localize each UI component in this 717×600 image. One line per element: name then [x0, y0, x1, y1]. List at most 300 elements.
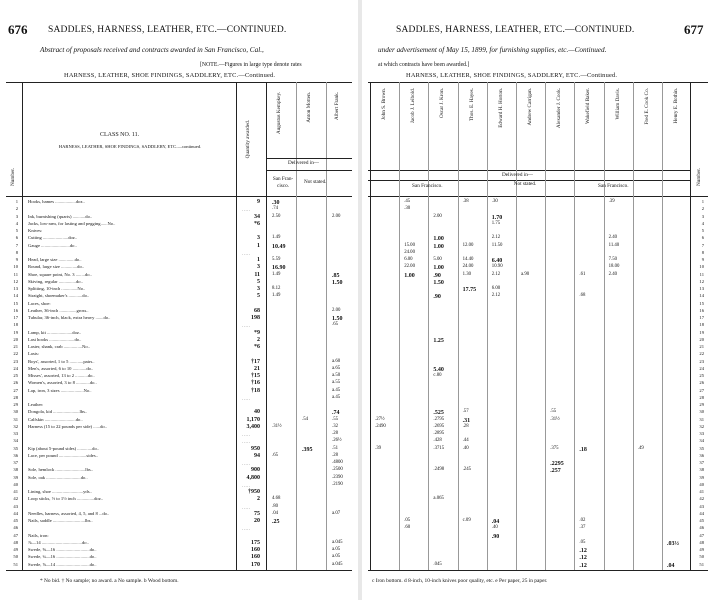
row-number: 11: [699, 271, 704, 277]
bidder-name: Andrew Carrigan.: [527, 88, 533, 126]
item-description: Knives:: [28, 228, 43, 233]
leader-dots: .....: [242, 526, 251, 532]
bid-value: .30: [404, 206, 411, 212]
leader-dots: .....: [242, 250, 251, 256]
row-number: 26: [13, 380, 18, 386]
bid-value: .90: [433, 294, 441, 301]
row-number: 20: [699, 336, 704, 342]
right-col-divider: [428, 82, 429, 570]
bid-value: 1.30: [462, 271, 471, 277]
bid-kempkey: .25: [272, 519, 280, 525]
item-description: Hooks, hames ..................doz..: [28, 199, 85, 204]
row-number: 18: [699, 322, 704, 328]
row-number: 51: [699, 561, 704, 567]
right-table-top-rule: [368, 82, 708, 83]
quantity-awarded: 5: [257, 293, 260, 300]
right-delivery-san-francisco-2: San Francisco.: [598, 183, 629, 189]
bid-value: .2895: [433, 431, 445, 436]
bid-value: .2490: [375, 423, 386, 429]
row-number: 4: [15, 220, 18, 226]
bid-frank: a.045: [332, 561, 343, 567]
row-number: 13: [699, 286, 704, 291]
row-number: 28: [13, 394, 18, 400]
quantity-awarded: 170: [251, 561, 260, 568]
item-description: Round, large size ..............do..: [28, 264, 85, 270]
bidder-name: Oscar J. Kron.: [439, 88, 446, 118]
leader-dots: .....: [242, 439, 251, 445]
quantity-awarded: 34: [254, 213, 260, 220]
row-number: 11: [13, 271, 18, 277]
left-delivered-rule: [266, 170, 352, 171]
row-number: 17: [699, 315, 704, 320]
quantity-awarded: 21: [254, 365, 260, 372]
row-number: 32: [13, 423, 18, 429]
row-number: 14: [13, 293, 18, 299]
bid-value: 18.00: [608, 264, 620, 270]
right-col-divider: [690, 82, 691, 570]
right-delivery-san-francisco-1: San Francisco.: [412, 183, 443, 189]
row-number: 42: [699, 496, 704, 502]
bid-kempkey: 4.68: [272, 496, 281, 502]
item-description: Dongola, kid .......................lbs..: [28, 409, 88, 415]
row-number: 31: [699, 416, 704, 422]
bid-frank: 1.50: [332, 316, 343, 322]
row-number: 46: [699, 525, 704, 531]
row-number: 2: [701, 206, 704, 212]
bid-value: .90: [433, 272, 441, 279]
item-description: Sole, hemlock ..........................lbs..: [28, 467, 93, 473]
bid-frank: 1.50: [332, 279, 343, 286]
item-description: ⅞—14 ...................................do..: [28, 539, 89, 545]
bid-frank: a.05: [332, 547, 341, 552]
bid-kempkey: .04: [272, 510, 278, 516]
right-col-divider: [399, 82, 400, 570]
left-table-head-rule: [6, 196, 352, 197]
left-running-title: SADDLES, HARNESS, LEATHER, ETC.—CONTINUED.: [48, 25, 287, 35]
quantity-awarded: 950: [251, 445, 260, 452]
quantity-awarded: †16: [251, 380, 260, 387]
quantity-awarded: 3,400: [246, 423, 260, 430]
leader-dots: .....: [242, 432, 251, 437]
row-number: 48: [699, 539, 704, 545]
row-number: 36: [13, 452, 18, 458]
right-section-title: HARNESS, LEATHER, SHOE FINDINGS, SADDLERY, ETC.—Continued.: [406, 72, 618, 79]
class-title: CLASS NO. 11.: [100, 132, 140, 138]
bid-value: 2.40: [608, 271, 617, 277]
class-subtitle: HARNESS, LEATHER, SHOE FINDINGS, SADDLERY, ETC.—continued.: [58, 144, 202, 149]
bid-frank: .26½: [332, 438, 342, 444]
quantity-awarded: 11: [254, 271, 260, 278]
bid-value: .38: [462, 199, 469, 204]
bid-value: 17.75: [462, 287, 477, 293]
bid-value: .3715: [433, 445, 445, 451]
row-number: 8: [15, 249, 18, 255]
leader-dots: .....: [242, 482, 251, 488]
row-number: 13: [13, 286, 18, 291]
row-number: 4: [701, 220, 704, 226]
row-number: 33: [13, 431, 18, 436]
bid-value: a.065: [433, 496, 444, 502]
row-number: 10: [699, 264, 704, 270]
leader-dots: .....: [242, 504, 251, 510]
bid-value: 24.00: [404, 249, 415, 255]
bid-value: .12: [579, 548, 587, 554]
item-description: Sole, oak ..............................do..: [28, 474, 88, 480]
right-delivery-not-stated: Not stated.: [513, 181, 537, 187]
bid-value: .44: [462, 438, 469, 444]
bid-frank: a.65: [332, 365, 341, 371]
quantity-header: Quantity awarded.: [245, 120, 251, 159]
bid-value: 14.40: [462, 257, 474, 262]
row-number: 16: [13, 307, 18, 313]
bid-value: 11.50: [491, 242, 503, 248]
row-number: 3: [701, 213, 704, 219]
right-col-divider: [516, 82, 517, 570]
quantity-awarded: †18: [251, 387, 260, 394]
item-description: Head, large size ..............do..: [28, 257, 82, 262]
row-number: 37: [699, 460, 704, 465]
bid-value: 1.50: [433, 279, 444, 286]
bid-value: .428: [433, 438, 442, 444]
bid-value: .90: [491, 533, 500, 540]
right-col-divider: [662, 82, 663, 570]
row-number: 12: [699, 278, 704, 284]
bid-kempkey: 1.49: [272, 271, 281, 277]
bid-kempkey: 8.12: [272, 286, 281, 291]
row-number: 42: [13, 496, 18, 502]
left-col-divider: [326, 82, 327, 570]
row-number: 45: [13, 518, 18, 523]
row-number: 33: [699, 431, 704, 436]
bid-value: 1.00: [404, 272, 415, 279]
bid-value: .39: [608, 199, 615, 204]
row-number: 10: [13, 264, 18, 270]
left-table-bottom-rule: [6, 570, 352, 571]
row-number: 34: [699, 438, 704, 444]
bid-frank: .74: [332, 410, 340, 417]
right-table-head-rule: [368, 196, 708, 197]
quantity-awarded: †950: [248, 489, 260, 495]
item-description: Nails, saddle ............................lbs..: [28, 518, 93, 523]
right-col-divider: [633, 82, 634, 570]
row-number: 7: [15, 242, 18, 248]
bid-value: .245: [462, 467, 471, 473]
item-description: Straight, shoemaker's ............do..: [28, 293, 90, 299]
row-number: 9: [15, 257, 18, 262]
row-number: 15: [699, 300, 704, 306]
bid-value: 2.40: [608, 235, 617, 241]
bidder-name: Alexander J. Cook.: [556, 88, 563, 129]
right-col-divider: [574, 82, 575, 570]
row-number: 6: [701, 235, 704, 241]
right-col-divider: [604, 82, 605, 570]
quantity-awarded: 3: [257, 264, 260, 271]
bid-value: .04: [491, 519, 500, 525]
bid-value: c.09: [462, 518, 471, 523]
row-number: 19: [699, 329, 704, 335]
quantity-awarded: 160: [251, 547, 260, 553]
item-description: Misses', assorted, 13 to 2 ...........do..: [28, 373, 95, 378]
bidder-anton-motten: Anton Motten.: [306, 92, 312, 123]
item-description: Leather, 36-inch ...............gross..: [28, 307, 89, 313]
row-number: 41: [699, 489, 704, 494]
bid-frank: a.50: [332, 373, 341, 378]
left-table-top-rule: [6, 82, 352, 83]
row-number: 40: [699, 481, 704, 487]
row-number: 51: [13, 561, 18, 567]
item-description: Leather:: [28, 402, 44, 407]
bid-value: .2295: [550, 461, 564, 467]
bid-value: 10.90: [491, 264, 503, 270]
bid-kempkey: .30: [272, 200, 280, 206]
bid-value: 1.25: [433, 337, 444, 344]
row-number: 31: [13, 416, 18, 422]
bid-value: .60: [404, 525, 411, 531]
bid-value: .39: [375, 445, 381, 451]
bid-value: .12: [579, 555, 587, 562]
row-number: 35: [13, 445, 18, 451]
bid-value: .2795: [433, 416, 445, 422]
bid-value: 7.50: [608, 257, 617, 262]
quantity-awarded: 40: [254, 409, 260, 416]
item-description: Lining, shoe ...........................yds..: [28, 489, 92, 494]
bid-value: 2.12: [491, 235, 501, 241]
item-description: Nails, iron:: [28, 532, 49, 538]
row-number: 14: [699, 293, 704, 299]
row-number: 23: [13, 358, 18, 364]
bid-value: 1.00: [433, 236, 444, 243]
right-number-header: Number.: [696, 168, 702, 187]
bid-value: 12.00: [462, 242, 474, 248]
quantity-awarded: 198: [251, 315, 260, 321]
row-number: 47: [699, 532, 704, 538]
bid-value: .2498: [433, 467, 445, 473]
right-col-divider: [545, 82, 546, 570]
left-page: [0, 0, 358, 600]
item-description: Jacks, low-arm, for lasting and pegging......No..: [28, 220, 116, 226]
row-number: 17: [13, 315, 18, 320]
row-number: 8: [701, 249, 704, 255]
row-number: 50: [699, 554, 704, 560]
right-delivered-in: Delivered in—: [502, 172, 533, 178]
bidder-name: Wakefield Baker.: [585, 88, 592, 124]
right-page-number: 677: [684, 22, 704, 37]
bid-value: c.80: [433, 373, 442, 378]
row-number: 18: [13, 322, 18, 328]
row-number: 47: [13, 532, 18, 538]
row-number: 21: [13, 344, 18, 349]
row-number: 32: [699, 423, 704, 429]
bid-value: .57: [462, 409, 469, 415]
leader-dots: .....: [242, 395, 251, 401]
row-number: 25: [13, 373, 18, 378]
right-col-divider: [458, 82, 459, 570]
item-description: Last hooks ......................do..: [28, 336, 82, 342]
left-delivered-in: Delivered in—: [288, 160, 319, 166]
quantity-awarded: 3: [257, 235, 260, 242]
bid-kempkey: 2.50: [272, 213, 281, 219]
row-number: 1: [701, 199, 704, 204]
bid-frank: 2.00: [332, 307, 341, 313]
row-number: 25: [699, 373, 704, 378]
row-number: 3: [15, 213, 18, 219]
bid-frank: a.45: [332, 387, 341, 393]
row-number: 20: [13, 336, 18, 342]
leader-dots: .....: [242, 461, 251, 466]
row-number: 49: [699, 547, 704, 552]
item-description: Swede, ⅞—14 .............................do..: [28, 561, 97, 567]
row-number: 45: [699, 518, 704, 523]
bid-value: 5.00: [433, 257, 442, 262]
bid-frank: .51: [332, 445, 338, 451]
left-page-number: 676: [8, 22, 28, 37]
row-number: 29: [13, 402, 18, 407]
bid-kempkey: 5.59: [272, 257, 281, 262]
bidder-name: Edward H. Horton.: [497, 88, 504, 128]
row-number: 2: [15, 206, 18, 212]
bidder-name: Jacob J. Leibold.: [410, 88, 417, 124]
row-number: 21: [699, 344, 704, 349]
bid-value: 2.00: [433, 213, 442, 219]
item-description: Lap, iron, 3 sizes ....................No..: [28, 387, 92, 393]
row-number: 12: [13, 278, 18, 284]
bid-value: .40: [462, 445, 469, 451]
item-description: Swede, ⅝—16 .............................do..: [28, 547, 97, 552]
row-number: 15: [13, 300, 18, 306]
item-description: Loop sticks, ½ to 1½ inch ...............doz..: [28, 496, 104, 502]
item-description: Shoe, square point, No. 3 ........do..: [28, 271, 92, 277]
row-number: 5: [701, 228, 704, 233]
item-description: Skiving, regular ...............do..: [28, 278, 83, 284]
bid-frank: .28: [332, 452, 338, 458]
row-number: 22: [13, 351, 18, 357]
left-col-divider: [266, 82, 267, 570]
row-number: 39: [699, 474, 704, 480]
row-number: 44: [13, 510, 18, 516]
bid-value: .045: [433, 561, 442, 567]
row-number: 9: [701, 257, 704, 262]
row-number: 24: [699, 365, 704, 371]
bid-frank: .32: [332, 423, 338, 429]
item-description: Splitting, 10-inch ..............No..: [28, 286, 86, 291]
bid-frank: .2390: [332, 474, 343, 480]
bid-frank: a.07: [332, 510, 341, 516]
bid-kempkey: 16.90: [272, 265, 286, 272]
bid-kempkey: .31½: [272, 423, 282, 429]
bid-value: .03½: [667, 540, 679, 547]
row-number: 27: [13, 387, 18, 393]
row-number: 34: [13, 438, 18, 444]
bid-value: 2.12: [491, 293, 501, 299]
leader-dots: .....: [242, 207, 251, 213]
item-description: Men's, assorted, 6 to 10 ............do..: [28, 365, 94, 371]
item-description: Harness (15 to 22 pounds per side) ......do..: [28, 423, 107, 429]
item-description: Boys', assorted, 1 to 5 ............pairs..: [28, 358, 95, 364]
item-description: Swede, ¾—16 .............................do..: [28, 554, 97, 560]
bid-frank: .28: [332, 431, 338, 436]
quantity-awarded: 94: [254, 452, 260, 459]
row-number: 28: [699, 394, 704, 400]
row-number: 38: [13, 467, 18, 473]
bid-frank: a.045: [332, 539, 343, 545]
bid-value: .27½: [375, 416, 385, 422]
row-number: 7: [701, 242, 704, 248]
quantity-awarded: 20: [254, 518, 260, 524]
quantity-awarded: 75: [254, 510, 260, 517]
bid-value: 6.00: [491, 286, 501, 291]
item-description: Calfskin ...........................do..: [28, 416, 83, 422]
delivery-not-stated: Not stated.: [304, 179, 327, 185]
row-number: 6: [15, 235, 18, 241]
bid-kempkey: 1.49: [272, 293, 281, 299]
bid-frank: a.55: [332, 380, 341, 386]
bid-value: 6.00: [404, 257, 413, 262]
left-number-header: Number.: [10, 168, 16, 187]
bid-value: .61: [579, 271, 586, 277]
bid-value: 1.00: [433, 243, 444, 250]
quantity-awarded: *6: [254, 220, 260, 227]
quantity-awarded: 175: [251, 539, 260, 546]
quantity-awarded: 68: [254, 307, 260, 314]
bid-value: .257: [550, 468, 561, 475]
item-description: Laster, shank, crab ................No..: [28, 344, 90, 349]
row-number: 43: [13, 503, 18, 509]
bidder-name: William Davis.: [614, 88, 621, 120]
delivery-san-francisco: San Fran-cisco.: [272, 176, 294, 189]
bid-value: .45: [404, 199, 411, 204]
row-number: 36: [699, 452, 704, 458]
bid-motten: .395: [302, 446, 313, 453]
bid-value: .31: [462, 417, 471, 424]
row-number: 26: [699, 380, 704, 386]
left-delivered-rule: [266, 158, 352, 159]
item-description: Kip (about 5-pound sides) .............do..: [28, 445, 100, 451]
bid-value: .49: [637, 445, 644, 451]
bid-kempkey: 1.49: [272, 235, 281, 241]
row-number: 39: [13, 474, 18, 480]
bidder-augustus-kempkey: Augustus Kempkey.: [276, 92, 282, 135]
row-number: 48: [13, 539, 18, 545]
left-col-divider: [296, 82, 297, 570]
bid-value: .02: [579, 518, 586, 523]
left-col-divider: [22, 82, 23, 570]
quantity-awarded: 2: [257, 336, 260, 343]
row-number: 16: [699, 307, 704, 313]
left-section-title: HARNESS, LEATHER, SHOE FINDINGS, SADDLERY, ETC.—Continued.: [64, 72, 276, 79]
row-number: 30: [699, 409, 704, 415]
bidder-name: Henry E. Bothin.: [673, 88, 679, 124]
bidder-name: John S. Brown.: [381, 88, 387, 120]
bid-value: 1.00: [433, 265, 444, 272]
bidder-albert-frank: Albert Frank.: [334, 92, 340, 120]
bid-kempkey: .80: [272, 503, 278, 509]
item-description: Tubular, 36-inch, black, extra heavy .......do..: [28, 315, 111, 320]
bid-value: 1.70: [491, 214, 503, 221]
row-number: 29: [699, 402, 704, 407]
bid-frank: .65: [332, 322, 338, 328]
bid-motten: .54: [302, 416, 308, 422]
bid-value: .30: [491, 199, 498, 204]
bid-kempkey: .65: [272, 452, 278, 458]
row-number: 43: [699, 503, 704, 509]
item-description: Lamp, kit ......................doz..: [28, 329, 82, 335]
quantity-awarded: *6: [254, 344, 260, 350]
right-col-divider: [370, 82, 371, 570]
bid-value: .37: [579, 525, 586, 531]
quantity-awarded: 160: [251, 554, 260, 561]
bid-kempkey: .74: [272, 206, 278, 212]
right-delivered-rule: [368, 170, 690, 171]
